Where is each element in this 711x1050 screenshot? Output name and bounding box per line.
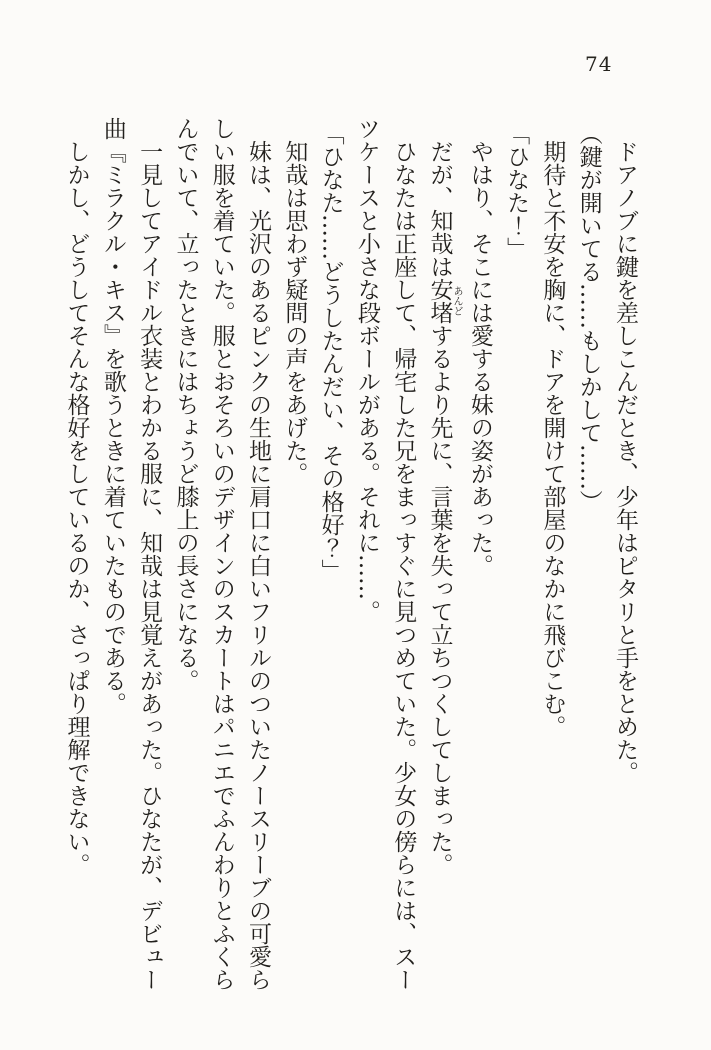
paragraph: 期待と不安を胸に、ドアを開けて部屋のなかに飛びこむ。 [539, 140, 566, 738]
paragraph: 「ひなた！」 [503, 122, 530, 261]
paragraph: （鍵が開いてる……もしかして……） [575, 122, 602, 514]
furigana-ruby: 安堵あんど [426, 278, 463, 324]
paragraph: 「ひなた……どうしたんだい、その格好？」 [317, 122, 344, 583]
paragraph: やはり、そこには愛する妹の姿があった。 [466, 140, 493, 577]
paragraph: 妹は、光沢のあるピンクの生地に肩口に白いフリルのついたノースリーブの可愛らしい服を着ていた。服とおそろいのデザインのスカートはパニエでふんわりとふくらんでいて、立ったときにはちょうど膝上の長さになる。 [172, 117, 272, 991]
paragraph: ドアノブに鍵を差しこんだとき、少年はピタリと手をとめた。 [612, 140, 638, 784]
page-number: 74 [585, 52, 613, 76]
paragraph: だが、知哉は安堵あんどするより先に、言葉を失って立ちつくしてしまった。 [426, 140, 463, 876]
paragraph: ひなたは正座して、帰宅した兄をまっすぐに見つめていた。少女の傍らには、スーツケースと小さな段ボールがある。それに……。 [353, 117, 417, 991]
text-body [61, 117, 643, 991]
paragraph: しかし、どうしてそんな格好をしているのか、さっぱり理解できない。 [63, 140, 90, 876]
paragraph: 一見してアイドル衣装とわかる服に、知哉は見覚えがあった。ひなたが、デビュー曲『ミラクル・キス』を歌うときに着ていたものである。 [99, 117, 163, 991]
paragraph: 知哉は思わず疑問の声をあげた。 [281, 140, 308, 485]
